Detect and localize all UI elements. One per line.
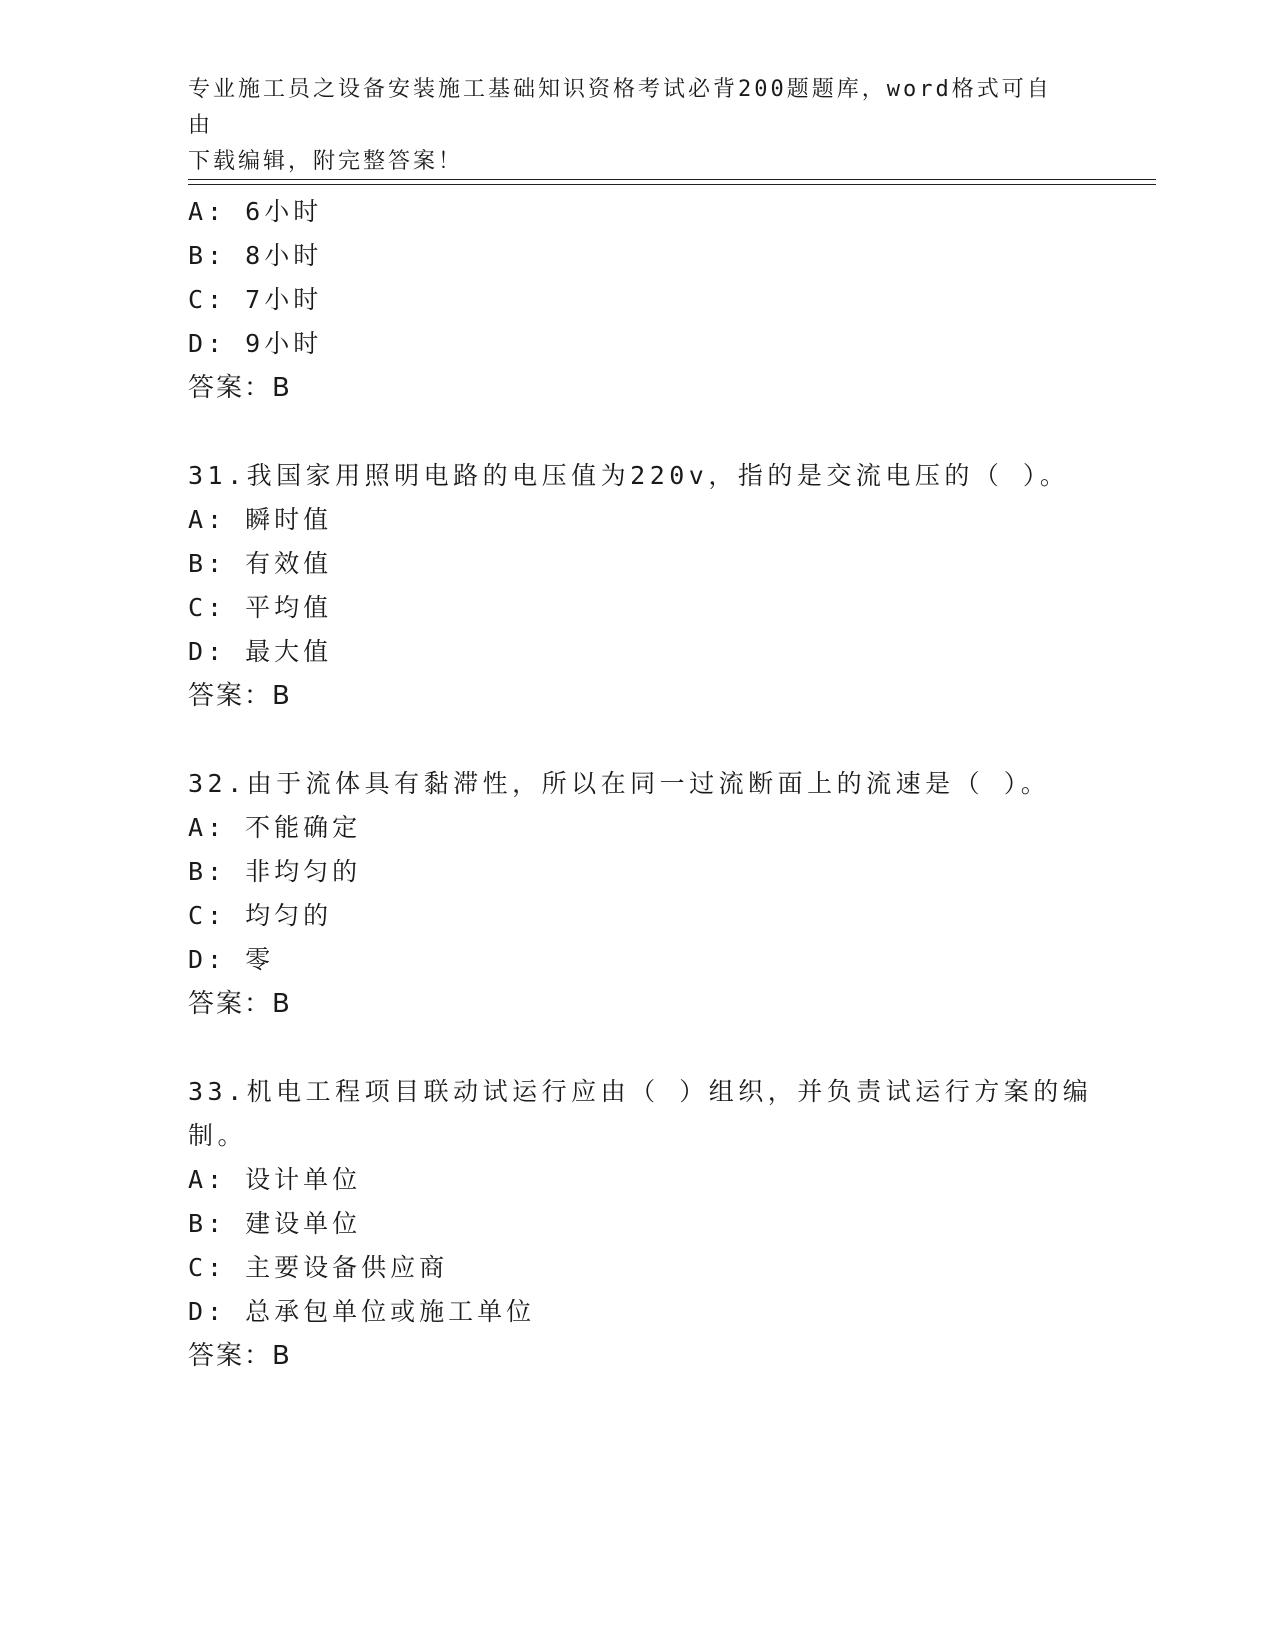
q32-option-d: D: 零	[188, 945, 275, 974]
q31-option-a: A: 瞬时值	[188, 505, 333, 534]
q32-option-a: A: 不能确定	[188, 813, 362, 842]
q30-option-b: B: 8小时	[188, 241, 323, 270]
q31-question: 31.我国家用照明电路的电压值为220v，指的是交流电压的（ ）。	[188, 461, 1070, 490]
q31-option-c: C: 平均值	[188, 593, 333, 622]
header-line-2: 下载编辑，附完整答案！	[188, 149, 464, 174]
q31-option-b: B: 有效值	[188, 549, 333, 578]
q30-option-c: C: 7小时	[188, 285, 323, 314]
q33-question-line-2: 制。	[188, 1121, 248, 1150]
header-line-1: 专业施工员之设备安装施工基础知识资格考试必背200题题库，word格式可自由	[188, 77, 1052, 138]
q33-answer: 答案：B	[188, 1341, 292, 1371]
q31-answer: 答案：B	[188, 681, 292, 711]
q33-option-b: B: 建设单位	[188, 1209, 362, 1238]
q32-option-c: C: 均匀的	[188, 901, 333, 930]
q31-option-d: D: 最大值	[188, 637, 333, 666]
q30-answer: 答案：B	[188, 373, 292, 403]
q30-option-d: D: 9小时	[188, 329, 323, 358]
header-divider-top	[188, 179, 1156, 180]
document-header	[188, 72, 1068, 180]
header-divider-bottom	[188, 184, 1156, 185]
q30-option-a: A: 6小时	[188, 197, 323, 226]
q33-option-a: A: 设计单位	[188, 1165, 362, 1194]
q33-option-c: C: 主要设备供应商	[188, 1253, 449, 1282]
q33-option-d: D: 总承包单位或施工单位	[188, 1297, 536, 1326]
q33-question-line-1: 33.机电工程项目联动试运行应由（ ）组织，并负责试运行方案的编	[188, 1077, 1093, 1106]
q32-option-b: B: 非均匀的	[188, 857, 362, 886]
q32-question: 32.由于流体具有黏滞性，所以在同一过流断面上的流速是（ ）。	[188, 769, 1051, 798]
q32-answer: 答案：B	[188, 989, 292, 1019]
